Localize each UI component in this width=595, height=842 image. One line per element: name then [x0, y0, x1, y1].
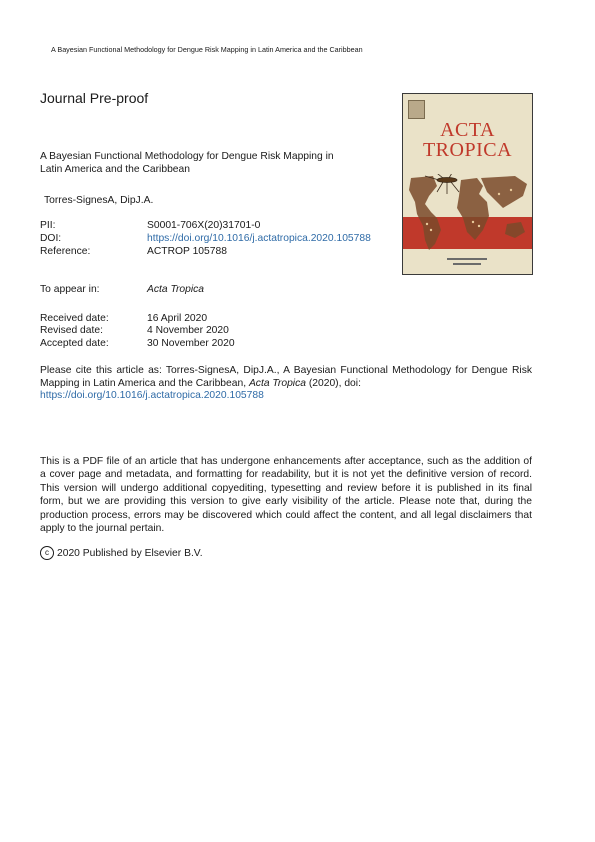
- copyright-icon: c: [40, 546, 54, 560]
- world-map-illustration: [403, 174, 532, 254]
- received-date-label: Received date:: [40, 313, 109, 324]
- pre-proof-notice: This is a PDF file of an article that has undergone enhancements after acceptance, such as the addition of a cover page and metadata, and formatting for readability, but it is not yet the definitive version of record. This version will undergo additional copyediting, typesetting and review before it is published in its final form, but we are providing this version to give early visibility of the article. Please note that, during the production process, errors may be discovered which could affect the content, and all legal disclaimers that apply to the journal pertain.: [40, 456, 532, 535]
- citation-year: (2020), doi:: [305, 377, 361, 389]
- journal-cover-image: [402, 93, 533, 275]
- reference-label: Reference:: [40, 246, 91, 257]
- citation-paragraph: [40, 365, 532, 403]
- pii-value: S0001-706X(20)31701-0: [147, 220, 261, 231]
- elsevier-tree-icon: [408, 100, 425, 119]
- authors: Torres-SignesA, DipJ.A.: [44, 195, 154, 206]
- citation-journal: Acta Tropica: [248, 377, 306, 389]
- doi-link[interactable]: https://doi.org/10.1016/j.actatropica.2020.105788: [147, 233, 371, 244]
- doi-label: DOI:: [40, 233, 62, 244]
- citation-text: Please cite this article as: Torres-SignesA, DipJ.A., A Bayesian Functional Methodology for Dengue Risk Mapping in Latin America and the Caribbean,: [40, 365, 532, 389]
- running-head: A Bayesian Functional Methodology for Dengue Risk Mapping in Latin America and the Caribbean: [51, 45, 363, 54]
- article-title: [40, 150, 380, 176]
- article-title-line-2: Latin America and the Caribbean: [40, 164, 190, 175]
- accepted-date-value: 30 November 2020: [147, 338, 235, 349]
- cover-title-line-2: TROPICA: [422, 139, 513, 161]
- received-date-value: 16 April 2020: [147, 313, 208, 324]
- cover-title-line-1: ACTA: [440, 119, 495, 141]
- revised-date-label: Revised date:: [40, 325, 103, 336]
- accepted-date-label: Accepted date:: [40, 338, 109, 349]
- cover-footer-line: [447, 258, 487, 260]
- revised-date-value: 4 November 2020: [147, 325, 229, 336]
- copyright-line: [40, 546, 203, 560]
- pii-label: PII:: [40, 220, 56, 231]
- citation-doi-link[interactable]: https://doi.org/10.1016/j.actatropica.2020.105788: [40, 390, 264, 402]
- to-appear-label: To appear in:: [40, 284, 100, 295]
- journal-name: Acta Tropica: [147, 284, 205, 295]
- reference-value: ACTROP 105788: [147, 246, 227, 257]
- article-title-line-1: A Bayesian Functional Methodology for Dengue Risk Mapping in: [40, 151, 334, 162]
- copyright-text: 2020 Published by Elsevier B.V.: [57, 547, 203, 559]
- journal-pre-proof-label: Journal Pre-proof: [40, 90, 149, 106]
- cover-footer-line-2: [453, 263, 481, 265]
